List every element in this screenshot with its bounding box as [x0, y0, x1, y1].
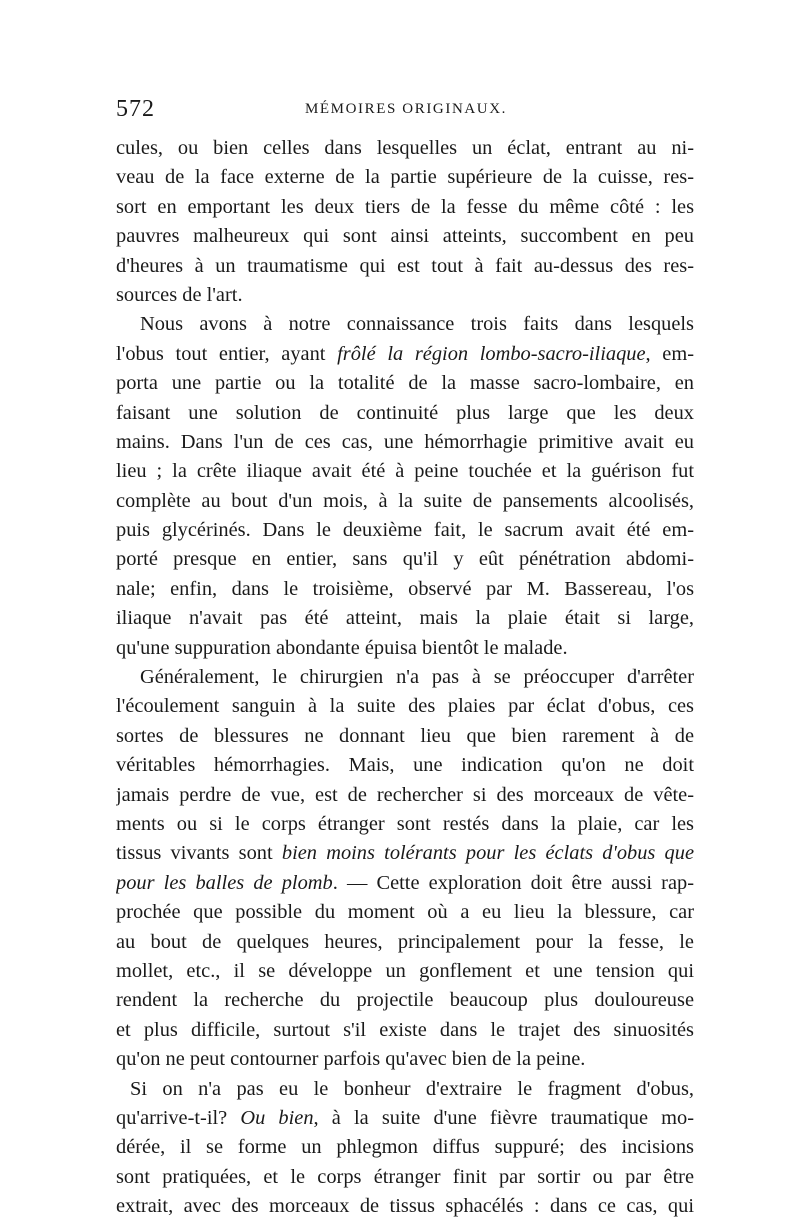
italic-text: pour les balles de plomb	[116, 871, 333, 894]
text-segment: prochée que possible du moment où a eu lieu la blessure, car	[116, 901, 694, 924]
text-segment: et plus difficile, surtout s'il existe dans le trajet des sinuosités	[116, 1018, 694, 1041]
text-segment: dérée, il se forme un phlegmon diffus suppuré; des incisions	[116, 1136, 694, 1159]
text-segment: porta une partie ou la totalité de la masse sacro-lombaire, en	[116, 372, 694, 395]
text-line	[116, 1163, 694, 1192]
page-number: 572	[116, 96, 155, 122]
text-segment: rendent la recherche du projectile beaucoup plus douloureuse	[116, 989, 694, 1012]
text-segment: Généralement, le chirurgien n'a pas à se préoccuper d'arrêter	[140, 666, 694, 689]
text-line	[116, 134, 694, 163]
text-line	[116, 1192, 694, 1221]
text-line	[116, 1045, 694, 1074]
text-line	[116, 222, 694, 251]
text-line	[116, 516, 694, 545]
text-segment: l'écoulement sanguin à la suite des plaies par éclat d'obus, ces	[116, 695, 694, 718]
text-line	[116, 575, 694, 604]
text-line	[116, 722, 694, 751]
text-segment: qu'on ne peut contourner parfois qu'avec bien de la peine.	[116, 1048, 586, 1071]
text-line	[116, 1075, 694, 1104]
text-segment: puis glycérinés. Dans le deuxième fait, le sacrum avait été em-	[116, 519, 694, 542]
text-line	[116, 634, 694, 663]
text-line	[116, 869, 694, 898]
text-segment: ments ou si le corps étranger sont restés dans la plaie, car les	[116, 812, 694, 835]
text-line	[116, 1016, 694, 1045]
text-segment: cules, ou bien celles dans lesquelles un éclat, entrant au ni-	[116, 137, 694, 159]
text-segment: qu'arrive-t-il?	[116, 1106, 241, 1129]
text-segment: , à la suite d'une fièvre traumatique mo-	[313, 1106, 694, 1129]
text-segment: complète au bout d'un mois, à la suite de pansements alcoolisés,	[116, 489, 694, 512]
text-line	[116, 281, 694, 310]
text-line	[116, 252, 694, 281]
text-segment: , em-	[645, 342, 694, 365]
text-line	[116, 193, 694, 222]
running-head	[116, 96, 696, 124]
text-line	[116, 163, 694, 192]
text-line	[116, 310, 694, 339]
text-line	[116, 1104, 694, 1133]
text-line	[116, 751, 694, 780]
text-segment: jamais perdre de vue, est de rechercher si des morceaux de vête-	[116, 783, 694, 806]
text-segment: sort en emportant les deux tiers de la fesse du même côté : les	[116, 195, 694, 218]
text-line	[116, 986, 694, 1015]
text-segment: mollet, etc., il se développe un gonflement et une tension qui	[116, 959, 694, 982]
text-segment: nale; enfin, dans le troisième, observé par M. Bassereau, l'os	[116, 577, 694, 600]
text-segment: extrait, avec des morceaux de tissus sphacélés : dans ce cas, qui	[116, 1195, 694, 1218]
italic-text: bien moins tolérants pour les éclats d'obus que	[281, 842, 694, 865]
text-segment: Nous avons à notre connaissance trois faits dans lesquels	[140, 313, 694, 336]
text-line	[116, 428, 694, 457]
running-title: MÉMOIRES ORIGINAUX.	[304, 101, 508, 117]
text-line	[116, 369, 694, 398]
text-segment: véritables hémorrhagies. Mais, une indication qu'on ne doit	[116, 754, 694, 777]
text-segment: mains. Dans l'un de ces cas, une hémorrhagie primitive avait eu	[116, 430, 694, 453]
text-line	[116, 604, 694, 633]
text-segment: lieu ; la crête iliaque avait été à peine touchée et la guérison fut	[116, 460, 694, 483]
text-line	[116, 340, 694, 369]
text-segment: l'obus tout entier, ayant	[116, 342, 338, 365]
text-line	[116, 928, 694, 957]
text-line	[116, 663, 694, 692]
text-line	[116, 898, 694, 927]
text-line	[116, 957, 694, 986]
text-segment: pauvres malheureux qui sont ainsi atteints, succombent en peu	[116, 225, 694, 248]
text-segment: qu'une suppuration abondante épuisa bientôt le malade.	[116, 636, 568, 659]
text-line	[116, 781, 694, 810]
text-line	[116, 399, 694, 428]
text-line	[116, 810, 694, 839]
text-segment: tissus vivants sont	[116, 842, 282, 865]
text-segment: d'heures à un traumatisme qui est tout à fait au-dessus des res-	[116, 254, 694, 277]
text-segment: sont pratiquées, et le corps étranger finit par sortir ou par être	[116, 1165, 694, 1188]
text-segment: iliaque n'avait pas été atteint, mais la plaie était si large,	[116, 607, 694, 630]
text-line	[116, 1133, 694, 1162]
text-segment: . — Cette exploration doit être aussi rap-	[332, 871, 694, 894]
text-segment: porté presque en entier, sans qu'il y eût pénétration abdomi-	[116, 548, 694, 571]
text-segment: veau de la face externe de la partie supérieure de la cuisse, res-	[116, 166, 694, 189]
text-segment: sources de l'art.	[116, 283, 243, 306]
text-line	[116, 545, 694, 574]
italic-text: Ou bien	[240, 1106, 314, 1129]
text-line	[116, 692, 694, 721]
italic-text: frôlé la région lombo-sacro-iliaque	[337, 342, 646, 365]
text-segment: Si on n'a pas eu le bonheur d'extraire le fragment d'obus,	[130, 1077, 694, 1100]
text-line	[116, 487, 694, 516]
text-segment: au bout de quelques heures, principalement pour la fesse, le	[116, 930, 694, 953]
body-text	[116, 134, 694, 1221]
text-line	[116, 839, 694, 868]
text-segment: sortes de blessures ne donnant lieu que bien rarement à de	[116, 724, 694, 747]
text-line	[116, 457, 694, 486]
text-segment: faisant une solution de continuité plus large que les deux	[116, 401, 694, 424]
